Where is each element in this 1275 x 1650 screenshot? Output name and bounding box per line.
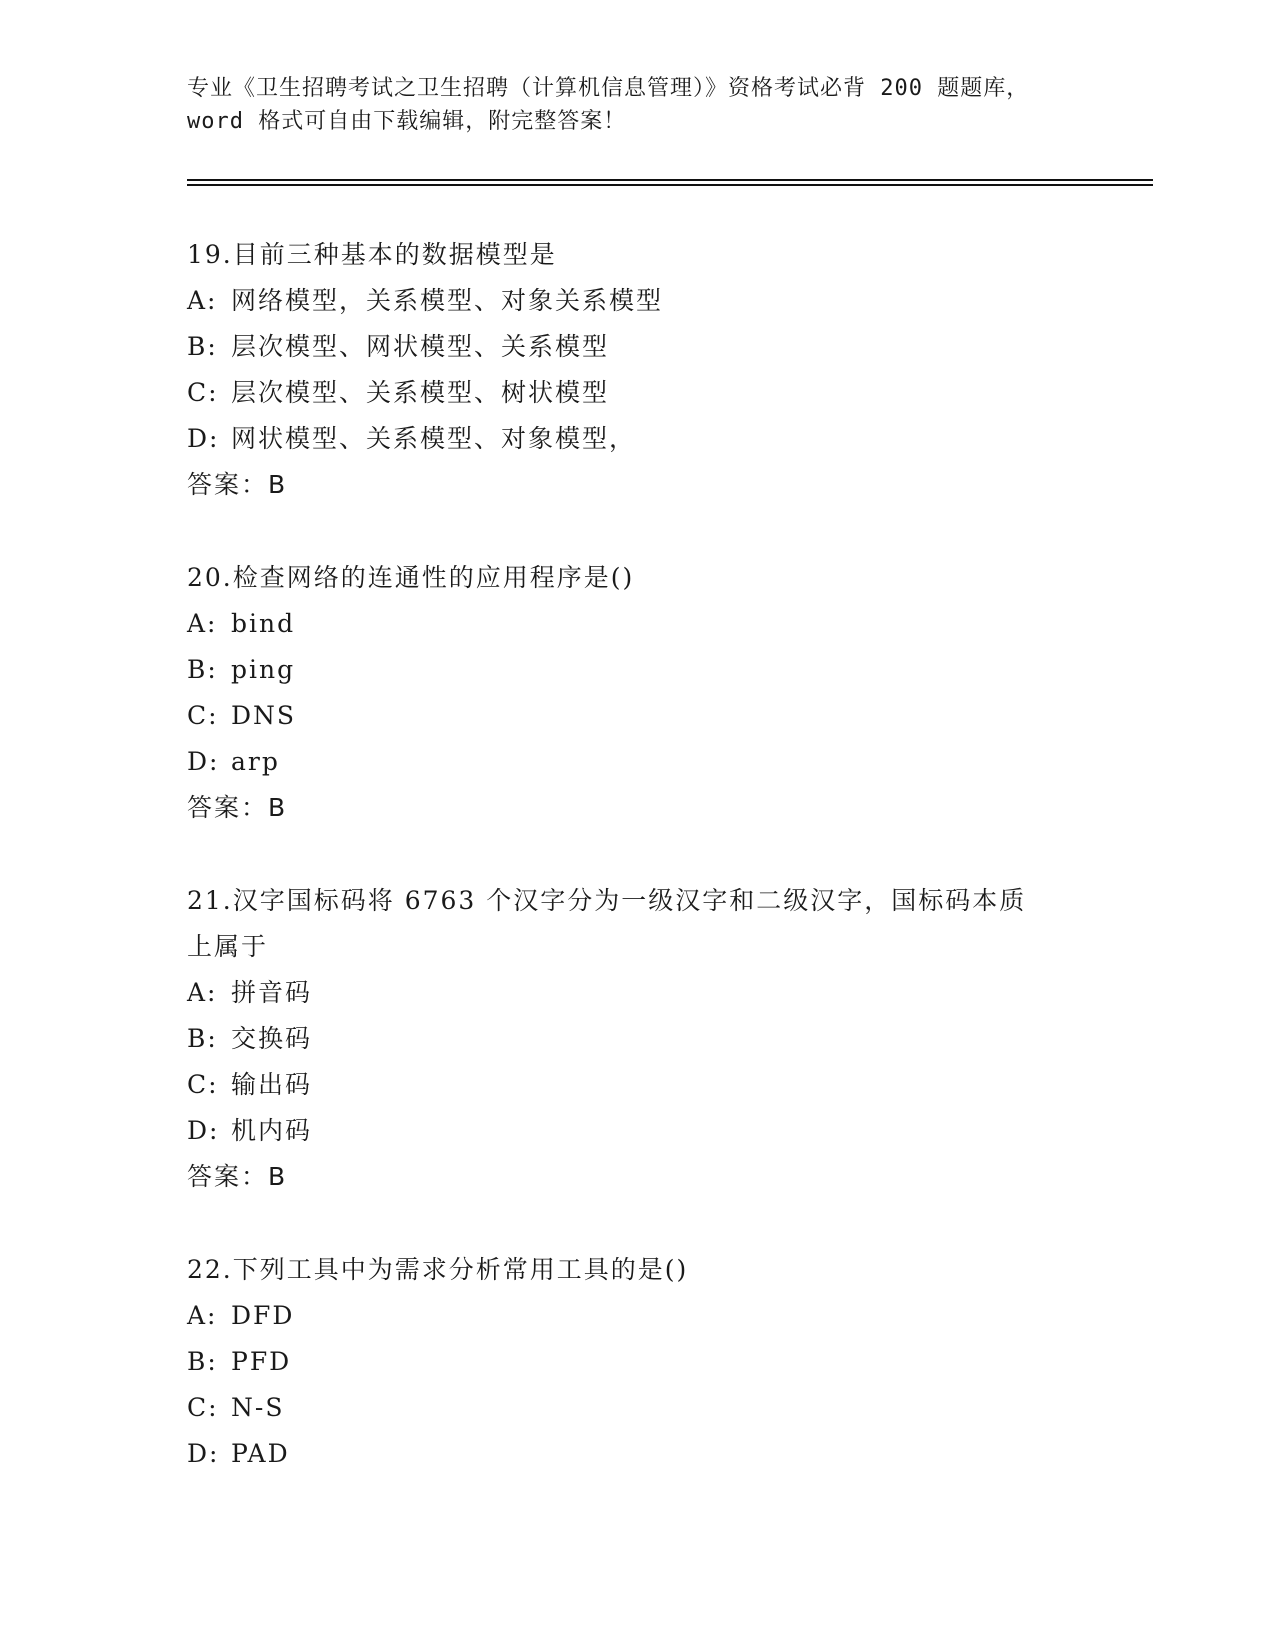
- option-key: D:: [187, 1116, 220, 1145]
- question-block: [187, 555, 1107, 831]
- answer-option: [187, 1108, 1107, 1154]
- answer-option: [187, 693, 1107, 739]
- option-text: PAD: [231, 1439, 290, 1468]
- option-text: 拼音码: [231, 978, 313, 1007]
- option-text: 层次模型、关系模型、树状模型: [231, 378, 610, 407]
- answer-option: [187, 1062, 1107, 1108]
- answer-line: 答案：B: [187, 793, 288, 822]
- answer-line: 答案：B: [187, 1162, 288, 1191]
- option-key: B:: [187, 332, 218, 361]
- answer-option: [187, 416, 1107, 462]
- option-text: 网络模型，关系模型、对象关系模型: [231, 286, 664, 315]
- option-key: A:: [187, 286, 218, 315]
- answer-option: [187, 647, 1107, 693]
- answer-option: [187, 324, 1107, 370]
- option-text: PFD: [231, 1347, 292, 1376]
- option-key: B:: [187, 1024, 218, 1053]
- option-text: DFD: [231, 1301, 295, 1330]
- option-text: N-S: [231, 1393, 285, 1422]
- question-list: [187, 232, 1107, 1524]
- option-text: 网状模型、关系模型、对象模型，: [231, 424, 637, 453]
- answer-option: [187, 278, 1107, 324]
- answer-option: [187, 1431, 1107, 1477]
- answer-option: [187, 739, 1107, 785]
- option-key: B:: [187, 1347, 218, 1376]
- option-key: C:: [187, 378, 219, 407]
- answer-option: [187, 1016, 1107, 1062]
- option-key: D:: [187, 747, 220, 776]
- option-key: A:: [187, 609, 218, 638]
- question-text: 20.检查网络的连通性的应用程序是(): [187, 563, 635, 592]
- option-key: C:: [187, 1070, 219, 1099]
- header-divider-top: [187, 179, 1153, 181]
- answer-option: [187, 1385, 1107, 1431]
- question-text: 22.下列工具中为需求分析常用工具的是(): [187, 1255, 689, 1284]
- header-title-line-1: 专业《卫生招聘考试之卫生招聘（计算机信息管理）》资格考试必背 200 题题库，: [187, 76, 1030, 101]
- question-text: 19.目前三种基本的数据模型是: [187, 240, 557, 269]
- option-text: DNS: [231, 701, 297, 730]
- answer-option: [187, 370, 1107, 416]
- question-block: [187, 878, 1107, 1200]
- option-text: 交换码: [231, 1024, 313, 1053]
- option-text: 机内码: [231, 1116, 313, 1145]
- header-title-line-2: word 格式可自由下载编辑，附完整答案！: [187, 109, 627, 134]
- answer-option: [187, 1293, 1107, 1339]
- header-divider-bottom: [187, 184, 1153, 186]
- option-text: 层次模型、网状模型、关系模型: [231, 332, 610, 361]
- option-text: bind: [231, 609, 296, 638]
- option-text: 输出码: [231, 1070, 313, 1099]
- option-text: arp: [231, 747, 280, 776]
- answer-option: [187, 601, 1107, 647]
- option-key: C:: [187, 1393, 219, 1422]
- option-key: D:: [187, 1439, 220, 1468]
- option-key: A:: [187, 978, 218, 1007]
- answer-option: [187, 970, 1107, 1016]
- option-key: B:: [187, 655, 218, 684]
- question-block: [187, 1247, 1107, 1477]
- answer-line: 答案：B: [187, 470, 288, 499]
- question-block: [187, 232, 1107, 508]
- answer-option: [187, 1339, 1107, 1385]
- question-text: 上属于: [187, 932, 269, 961]
- question-text: 21.汉字国标码将 6763 个汉字分为一级汉字和二级汉字，国标码本质: [187, 886, 1027, 915]
- option-key: A:: [187, 1301, 218, 1330]
- option-text: ping: [231, 655, 296, 684]
- document-header: [187, 72, 1087, 138]
- option-key: D:: [187, 424, 220, 453]
- option-key: C:: [187, 701, 219, 730]
